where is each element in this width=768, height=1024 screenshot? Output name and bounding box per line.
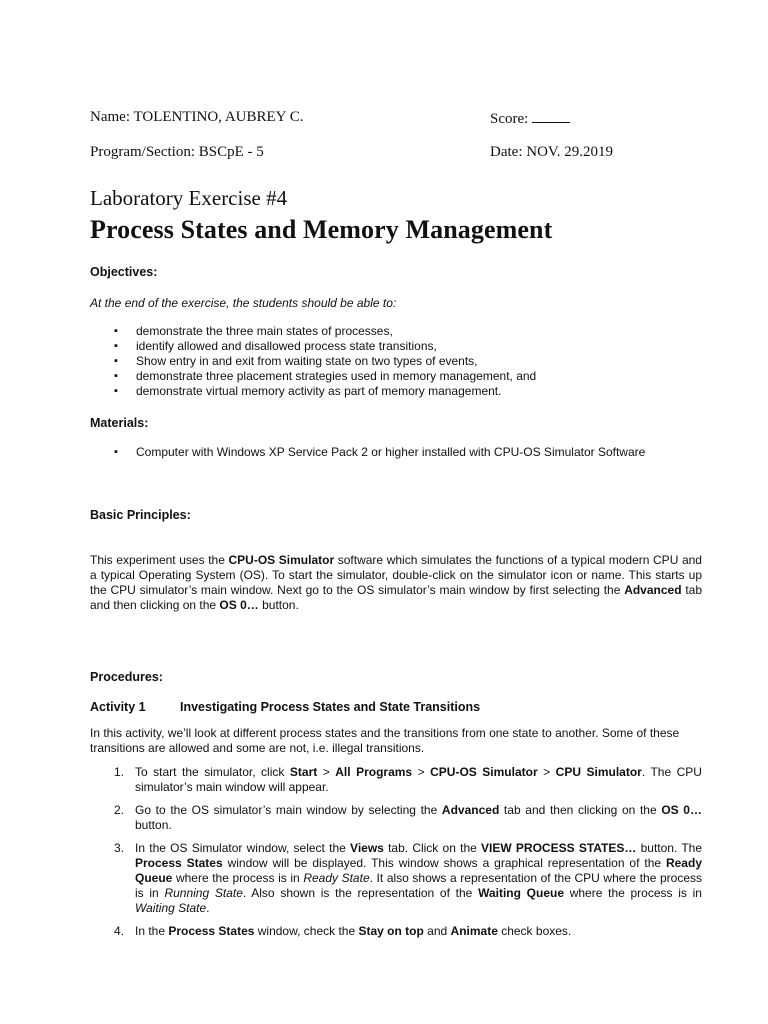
- basic-principles-heading: Basic Principles:: [90, 508, 191, 522]
- date-line: [490, 144, 613, 161]
- text-run-bold: Start: [289, 765, 318, 779]
- objectives-intro: At the end of the exercise, the students should be able to:: [90, 296, 397, 310]
- list-item: ▪ identify allowed and disallowed process state transitions,: [114, 339, 674, 354]
- text-run-bold: Process States: [135, 856, 223, 870]
- activity-label: Activity 1: [90, 700, 146, 714]
- text-run-italic: Ready State: [303, 871, 370, 885]
- text-run-bold: Waiting Queue: [478, 886, 564, 900]
- list-item: ▪ demonstrate virtual memory activity as part of memory management.: [114, 384, 674, 399]
- text-run: . It also shows a representation of the CPU where the process is in: [135, 871, 702, 900]
- text-run: where the process is in: [564, 886, 702, 900]
- text-run: To start the simulator, click: [135, 765, 290, 779]
- step-number: 3.: [114, 841, 125, 855]
- text-run: >: [537, 765, 556, 779]
- text-run: window will be displayed. This window shows a graphical representation of the: [222, 856, 666, 870]
- text-run: .: [206, 901, 210, 915]
- text-run: software which simulates the functions of a typical modern CPU and a typical Operating System (OS). To start the simulator, double-click on the simulator icon or name. This starts up the CPU simulator’s main window. Next go to the OS simulator’s main window by first selecting the: [90, 553, 702, 597]
- text-run: In the OS Simulator window, select the: [135, 841, 351, 855]
- list-item: ▪ Show entry in and exit from waiting state on two types of events,: [114, 354, 674, 369]
- text-run: tab and then clicking on the: [90, 583, 703, 612]
- text-run-italic: Running State: [164, 886, 243, 900]
- text-run: >: [317, 765, 336, 779]
- text-run-bold: OS 0…: [661, 803, 702, 817]
- program-value: BSCpE - 5: [198, 144, 264, 160]
- text-run: >: [412, 765, 431, 779]
- procedure-step-3: [90, 841, 702, 916]
- program-label: Program/Section:: [90, 144, 195, 160]
- procedures-heading: Procedures:: [90, 670, 163, 684]
- procedure-step-4: [90, 924, 702, 939]
- objectives-list: [114, 324, 674, 399]
- list-item: ▪ demonstrate three placement strategies used in memory management, and: [114, 369, 674, 384]
- text-run-bold: All Programs: [335, 765, 413, 779]
- procedure-step-2: [90, 803, 702, 833]
- text-run-bold: CPU-OS Simulator: [228, 553, 335, 567]
- text-run-bold: Advanced: [441, 803, 500, 817]
- text-run: This experiment uses the: [90, 553, 229, 567]
- text-run-bold: CPU Simulator: [555, 765, 642, 779]
- text-run-bold: Process States: [168, 924, 255, 938]
- program-line: [90, 144, 264, 161]
- procedure-step-1: [90, 765, 702, 795]
- activity-intro: In this activity, we’ll look at different process states and the transitions from one state to another. Some of these transitions are allowed and some are not, i.e. illegal transitions.: [90, 726, 680, 755]
- text-run: button.: [258, 598, 299, 612]
- score-label: Score:: [490, 111, 529, 127]
- text-run: button. The: [636, 841, 703, 855]
- step-number: 4.: [114, 924, 125, 938]
- text-run: . The CPU simulator’s main window will appear.: [135, 765, 702, 794]
- text-run: and: [423, 924, 451, 938]
- name-label: Name:: [90, 109, 130, 125]
- text-run-bold: Ready Queue: [135, 856, 702, 885]
- text-run: where the process is in: [172, 871, 304, 885]
- text-run: tab. Click on the: [383, 841, 482, 855]
- score-blank: [532, 109, 570, 123]
- procedure-steps: [90, 765, 702, 947]
- exercise-number: Laboratory Exercise #4: [90, 186, 288, 210]
- text-run: In the: [135, 924, 169, 938]
- step-number: 1.: [114, 765, 125, 779]
- text-run-bold: Stay on top: [358, 924, 424, 938]
- text-run-bold: CPU-OS Simulator: [430, 765, 538, 779]
- materials-heading: Materials:: [90, 416, 149, 430]
- text-run-italic: Waiting State: [135, 901, 207, 915]
- text-run: button.: [135, 818, 172, 832]
- activity-title: Investigating Process States and State Transitions: [180, 700, 481, 714]
- date-value: NOV. 29.2019: [526, 144, 614, 160]
- text-run: tab and then clicking on the: [499, 803, 662, 817]
- text-run-bold: Advanced: [624, 583, 682, 597]
- date-label: Date:: [490, 144, 523, 160]
- text-run-bold: Views: [350, 841, 384, 855]
- text-run: window, check the: [254, 924, 359, 938]
- list-item: ▪ Computer with Windows XP Service Pack 2 or higher installed with CPU-OS Simulator Software: [114, 445, 714, 460]
- text-run: Go to the OS simulator’s main window by selecting the: [135, 803, 442, 817]
- materials-list: [114, 445, 714, 460]
- list-item: ▪ demonstrate the three main states of processes,: [114, 324, 674, 339]
- text-run: check boxes.: [497, 924, 572, 938]
- text-run-bold: Animate: [450, 924, 498, 938]
- score-line: [490, 109, 570, 128]
- name-value: TOLENTINO, AUBREY C.: [133, 109, 304, 125]
- basic-principles-paragraph: [90, 553, 702, 613]
- text-run-bold: VIEW PROCESS STATES…: [481, 841, 637, 855]
- page-title: Process States and Memory Management: [90, 215, 553, 244]
- text-run-bold: OS 0…: [219, 598, 259, 612]
- name-line: [90, 109, 303, 126]
- objectives-heading: Objectives:: [90, 265, 158, 279]
- step-number: 2.: [114, 803, 125, 817]
- text-run: . Also shown is the representation of the: [242, 886, 479, 900]
